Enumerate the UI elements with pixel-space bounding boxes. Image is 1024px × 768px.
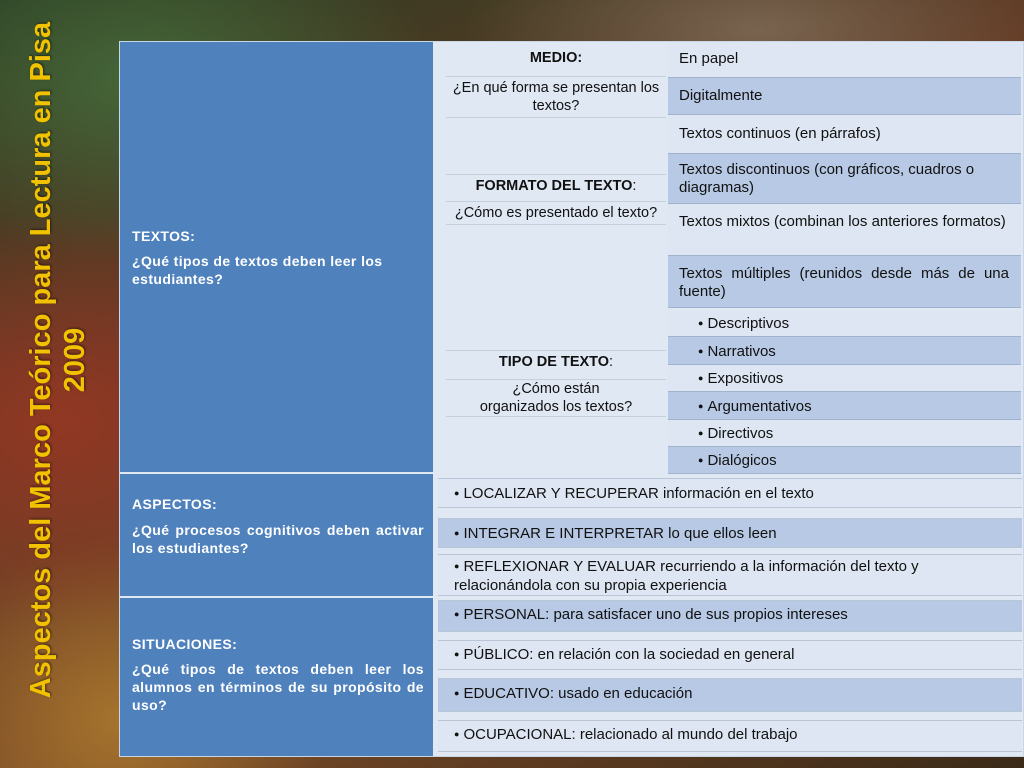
formato-item: Textos mixtos (combinan los anteriores formatos) xyxy=(668,204,1021,256)
aspectos-question: ¿Qué procesos cognitivos deben activar los estudiantes? xyxy=(132,522,424,556)
medio-item: En papel xyxy=(668,42,1021,78)
tipo-item: ● Descriptivos xyxy=(668,310,1021,337)
formato-box xyxy=(446,174,666,225)
medio-question: ¿En qué forma se presentan los textos? xyxy=(446,76,666,118)
textos-block xyxy=(120,42,433,474)
formato-item: Textos discontinuos (con gráficos, cuadros o diagramas) xyxy=(668,154,1021,204)
tipo-item: ● Directivos xyxy=(668,420,1021,447)
formato-item: Textos múltiples (reunidos desde más de una fuente) xyxy=(668,256,1021,308)
tipo-question: ¿Cómo están organizados los textos? xyxy=(446,380,666,417)
tipo-item: ● Narrativos xyxy=(668,337,1021,365)
medio-heading: MEDIO: xyxy=(529,50,583,66)
tipo-box xyxy=(446,350,666,417)
formato-question: ¿Cómo es presentado el texto? xyxy=(446,202,666,225)
situaciones-label: SITUACIONES: xyxy=(132,636,238,652)
tipo-heading xyxy=(446,350,666,380)
aspectos-label: ASPECTOS: xyxy=(132,496,218,512)
tipo-heading-text: TIPO DE TEXTO xyxy=(498,354,610,370)
tipo-colon: : xyxy=(609,354,614,370)
formato-colon: : xyxy=(632,178,637,194)
tipo-item: ● Expositivos xyxy=(668,365,1021,392)
situaciones-item: ● PÚBLICO: en relación con la sociedad en general xyxy=(438,640,1022,670)
medio-item: Digitalmente xyxy=(668,78,1021,115)
situaciones-item: ● OCUPACIONAL: relacionado al mundo del trabajo xyxy=(438,720,1022,752)
title-band xyxy=(0,0,118,768)
medio-box xyxy=(446,46,666,118)
situaciones-block xyxy=(120,598,433,756)
aspectos-item: ● REFLEXIONAR Y EVALUAR recurriendo a la información del texto y relacionándola con su propia experiencia xyxy=(438,554,1022,596)
aspectos-block xyxy=(120,474,433,598)
formato-item: Textos continuos (en párrafos) xyxy=(668,116,1021,154)
situaciones-question: ¿Qué tipos de textos deben leer los alumnos en términos de su propósito de uso? xyxy=(132,661,424,713)
tipo-item: ● Argumentativos xyxy=(668,392,1021,420)
formato-heading xyxy=(446,174,666,202)
situaciones-item: ● PERSONAL: para satisfacer uno de sus propios intereses xyxy=(438,600,1022,632)
textos-label: TEXTOS: xyxy=(132,228,196,244)
framework-table xyxy=(119,41,1024,757)
tipo-item: ● Dialógicos xyxy=(668,447,1021,474)
aspectos-item: ● LOCALIZAR Y RECUPERAR información en el texto xyxy=(438,478,1022,508)
aspectos-item: ● INTEGRAR E INTERPRETAR lo que ellos leen xyxy=(438,518,1022,548)
situaciones-item: ● EDUCATIVO: usado en educación xyxy=(438,678,1022,712)
formato-heading-text: FORMATO DEL TEXTO xyxy=(475,178,633,194)
slide-title: Aspectos del Marco Teórico para Lectura en Pisa 2009 xyxy=(25,21,91,699)
textos-question: ¿Qué tipos de textos deben leer los estudiantes? xyxy=(132,253,383,287)
